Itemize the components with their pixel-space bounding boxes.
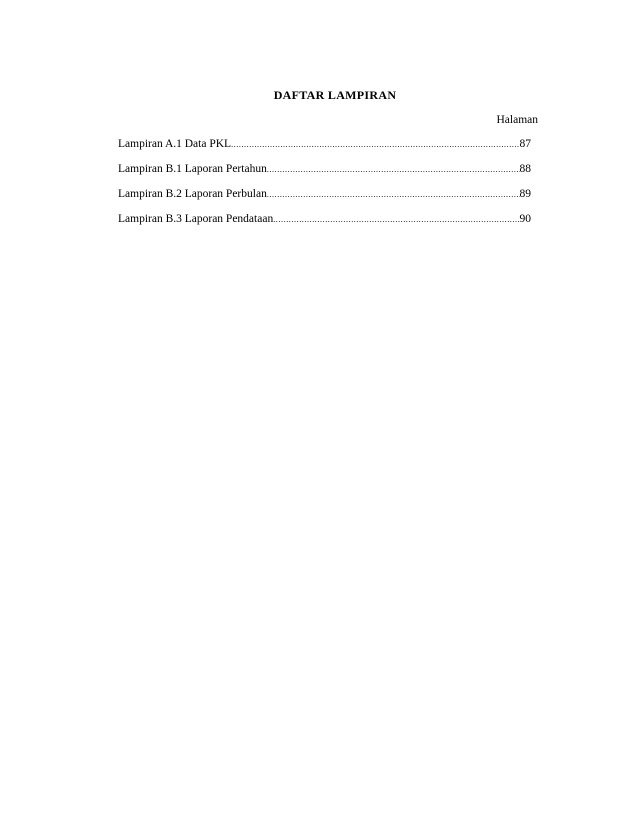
dot-leader xyxy=(231,140,519,149)
appendix-list xyxy=(118,138,531,238)
toc-entry-label: Lampiran A.1 Data PKL xyxy=(118,138,232,150)
toc-entry-label: Lampiran B.2 Laporan Perbulan xyxy=(118,188,267,200)
dot-leader xyxy=(273,215,519,224)
page-title: DAFTAR LAMPIRAN xyxy=(273,88,397,102)
page-column-label: Halaman xyxy=(496,114,538,126)
dot-leader xyxy=(267,165,520,174)
toc-entry-b2[interactable] xyxy=(118,188,531,213)
toc-entry-page: 87 xyxy=(519,138,531,150)
toc-entry-label: Lampiran B.3 Laporan Pendataan xyxy=(118,213,274,225)
toc-entry-label: Lampiran B.1 Laporan Pertahun xyxy=(118,163,267,175)
toc-entry-page: 88 xyxy=(519,163,531,175)
toc-entry-b3[interactable] xyxy=(118,213,531,238)
toc-entry-page: 89 xyxy=(519,188,531,200)
toc-entry-b1[interactable] xyxy=(118,163,531,188)
toc-entry-page: 90 xyxy=(519,213,531,225)
dot-leader xyxy=(267,190,520,199)
toc-entry-a1[interactable] xyxy=(118,138,531,163)
